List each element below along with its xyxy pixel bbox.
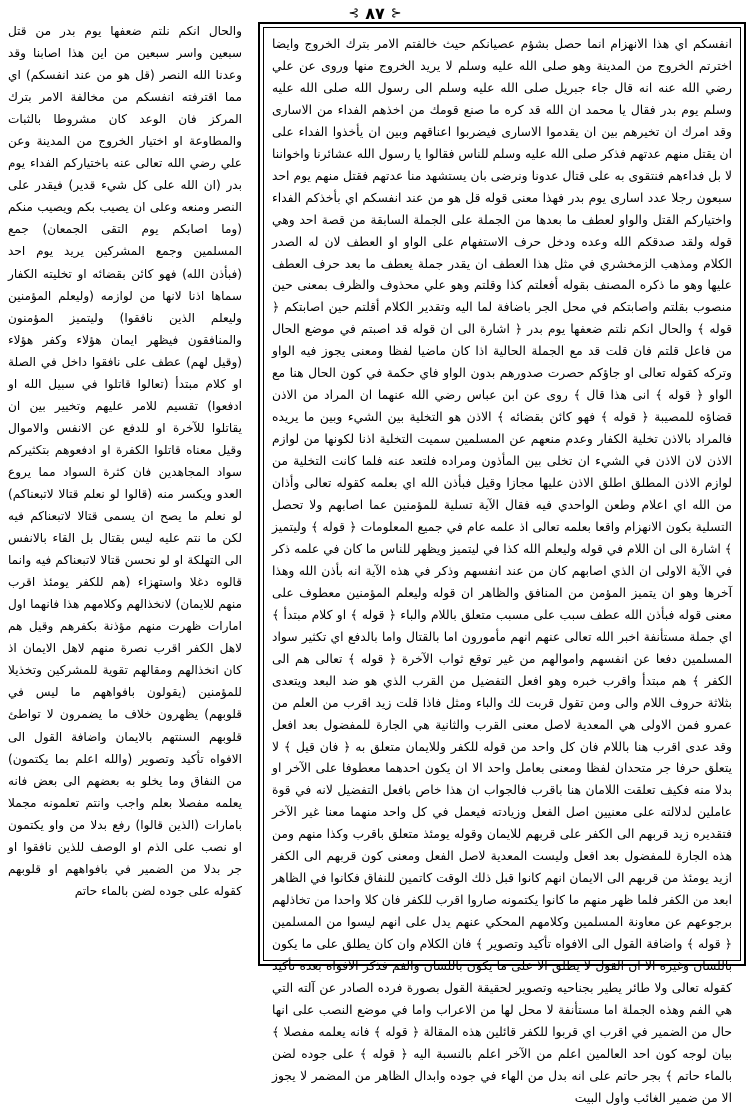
- main-text-inner-border: [263, 27, 741, 1105]
- main-text-frame: [258, 22, 746, 1105]
- side-paragraph: والحال انكم نلتم ضعفها يوم بدر من قتل سبعين واسر سبعين من اين هذا اصابنا وقد وعدنا الله النصر (قل هو من عند انفسكم) اي مما اقترفته انفسكم من مخالفة الامر بترك المركز فان الوعد كان مشروطا بالثبات والمطاوعة او اختيار الخروج من المدينة وعن علي رضي الله تعالى عنه باختياركم الفداء يوم بدر (ان الله على كل شيء قدير) فيقدر على النصر ومنعه وعلى ان يصيب بكم ويصيب منكم (وما اصابكم يوم التقى الجمعان) جمع المسلمين وجمع المشركين يريد يوم احد (فبأذن الله) فهو كائن بقضائه او تخليته الكفار سماها اذنا لانها من لوازمه (وليعلم المؤمنين وليعلم الذين نافقوا) وليتميز المؤمنون والمنافقون فيظهر ايمان هؤلاء وكفر هؤلاء (وقيل لهم) عطف على نافقوا داخل في الصلة او كلام مبتدأ (تعالوا قاتلوا في سبيل الله او ادفعوا) تقسيم للامر عليهم وتخيير بين ان يقاتلوا للآخرة او للدفع عن الانفس والاموال وقيل معناه قاتلوا الكفرة او ادفعوهم بتكثيركم سواد المجاهدين فان كثرة السواد مما يروع العدو ويكسر منه (قالوا لو نعلم قتالا لاتبعناكم) لو نعلم ما يصح ان يسمى قتالا لاتبعناكم فيه لكن ما نتم عليه ليس بقتال بل القاء بالانفس الى التهلكة او لو نحسن قتالا لاتبعناكم فيه وانما قالوه دغلا واستهزاء (هم للكفر يومئذ اقرب منهم للايمان) لانخذالهم وكلامهم هذا فانهما اول امارات ظهرت منهم مؤذنة بكفرهم وقيل هم لاهل الكفر اقرب نصرة منهم لاهل الايمان اذ كان انخذالهم ومقالهم تقوية للمشركين وتخذيلا للمؤمنين (يقولون بافواههم ما ليس في قلوبهم) يظهرون خلاف ما يضمرون لا تواطئ قلوبهم السنتهم بالايمان واضافة القول الى الافواه تأكيد وتصوير (والله اعلم بما يكتمون) من النفاق وما يخلو به بعضهم الى بعض فانه يعلمه مفصلا بعلم واجب وانتم تعلمونه مجملا بامارات (الذين قالوا) رفع بدلا من واو يكتمون او نصب على الذم او الوصف للذين نافقوا او جر بدلا من الضمير في بافواههم او قلوبهم كقوله على جوده لضن بالماء حاتم: [8, 24, 242, 898]
- right-ornament-icon: ⊱: [390, 5, 402, 21]
- main-paragraph: انفسكم اي هذا الانهزام انما حصل بشؤم عصيانكم حيث خالفتم الامر بترك الخروج وايضا اخترتم الخروج من المدينة وهو صلى الله عليه وسلم لا يريد الخروج منها وروى عن علي رضي الله عنه انه قال جاء جبريل صلى الله عليه وسلم الى رسول الله صلى الله عليه وسلم يوم بدر فقال يا محمد ان الله قد كره ما صنع قومك من اخذهم الفداء من الاسارى وقد امرك ان تخيرهم بين ان يقدموا الاسارى فيضربوا اعناقهم وبين ان يأخذوا الفداء على ان يقتل منهم عدتهم فذكر صلى الله عليه وسلم للناس فقالوا يا رسول الله عشائرنا واخواننا لا بل فداءهم فنتقوى به على قتال عدونا ونرضى بان يستشهد منا عدتهم فقتل منهم يوم احد سبعون رجلا عدد اسارى يوم بدر فهذا معنى قوله قل هو من عند انفسكم اي بأخذكم الفداء واختياركم القتل والواو لعطف ما بعدها من الجملة على الجملة السابقة من قصة احد وهي قوله ولقد صدقكم الله وعده ودخل حرف الاستفهام على الواو او العطف لان له الصدر الكلام ومذهب الزمخشري في مثل هذا العطف ان يقدر جملة يعطف ما بعد حرف العطف عليها وهو ما ذكره المصنف بقوله أفعلتم كذا وقلتم وهو علي محذوف والظرف بمعنى حين منصوب بقلتم واصابتكم في محل الجر باضافة لما اليه وتقدير الكلام أقلتم حين اصابتكم ﴿ قوله ﴾ والحال انكم نلتم ضعفها يوم بدر ﴿ اشارة الى ان قوله قد اصبتم في موضع الحال من فاعل قلتم فان قلت قد مع الجملة الحالية اذا كان ماضيا لفظا ومعنى يجوز فيه الواو وتركه كقوله تعالى او جاؤكم حصرت صدورهم بدون الواو فاي حكمة في كون الحال هنا مع الواو ﴿ قوله ﴾ انى هذا قال ﴾ روى عن ابن عباس رضي الله عنهما ان المراد من الاذن قضاؤه للمصيبة ﴿ قوله ﴾ فهو كائن بقضائه ﴾ الاذن هو التخلية بين الشيء وبين ما يريده فالمراد بالاذن تخلية الكفار وعدم منعهم عن المسلمين سميت التخلية اذنا لكونها من لوازم الاذن لان الاذن في الشيء ان تخلى بين المأذون ومراده فلتعد عنه فلما كانت التخلية من لوازم الاذن المطلق اطلق الاذن عليها مجازا وقيل فبأذن الله اي بعلمه كقوله تعالى وأذان من الله اي اعلام وطعن الواحدي فيه فقال الآية تسلية للمؤمنين عما اصابهم ولا تحصل التسلية بكون الانهزام واقعا بعلمه تعالى اذ علمه عام في جميع المعلومات ﴿ قوله ﴾ وليتميز ﴾ اشارة الى ان اللام في قوله وليعلم الله كذا في ليتميز ويظهر للناس ما كان في علمه ذكر في الآية الاولى ان الذي اصابهم كان من عند انفسهم وذكر في هذه الآية انه بأذن الله وهذا آخرها وهو ان يتميز المؤمن من المنافق والظاهر ان قوله وليعلم المؤمنين معطوف على معنى قوله فبأذن الله عطف سبب على مسبب متعلق باللام والباء ﴿ قوله ﴾ او كلام مبتدأ ﴾ اي جملة مستأنفة اخبر الله تعالى عنهم انهم مأمورون اما بالقتال واما بالدفع اي تكثير سواد المسلمين دفعا عن انفسهم واموالهم من غير توقع ثواب الآخرة ﴿ قوله ﴾ تعالى هم الى الكفر ﴾ هم مبتدأ واقرب خبره وهو افعل التفضيل من القرب الذي هو ضد البعد ويتعدى بثلاثة حروف اللام والى ومن تقول قربت لك والباء ومثل فاذا قلت زيد اقرب من العلم من عمرو فمن الاولى هي المعدية لاصل معنى القرب والثانية هي الجارة للمفضول بعد افعل وقد عدى اقرب هنا باللام فان كل واحد من قوله للكفر وللايمان متعلق به ﴿ فان قيل ﴾ لا يتعلق حرفا جر متحدان لفظا ومعنى بعامل واحد الا ان يكون احدهما معطوفا على الآخر او بدلا منه فكيف تعلقت اللامان هنا باقرب فالجواب ان هذا خاص بافعل التفضيل لانه في قوة عاملين لدلالته على معنيين اصل الفعل وزيادته فيعمل في كل واحد منهما معنا غير الآخر فتقديره زيد قربهم الى الكفر على قربهم للايمان وقوله يومئذ متعلق باقرب وكذا منهم ومن هذه الجارة للمفضول بعد افعل وليست المعدية لاصل الفعل ومعنى كون قربهم الى الكفر ازيد يومئذ من قربهم الى الايمان انهم كانوا قبل ذلك الوقت كاتمين للنفاق فكانوا في الظاهر ابعد من الكفر فلما ظهر منهم ما كانوا يكتمونه صاروا اقرب للكفر فان كلا واحدا من تخاذلهم برجوعهم عن معاونة المسلمين وكلامهم المحكي عنهم يدل على انهم ليسوا من المسلمين ﴿ قوله ﴾ واضافة القول الى الافواه تأكيد وتصوير ﴾ فان الكلام وان كان يطلق على ما يكون باللسان وغيره الا ان القول لا يطلق الا على ما يكون باللسان والفم فذكر الافواه بعده تأكيد كقوله تعالى ولا طائر يطير بجناحيه وتصوير لحقيقة القول بصورة فرده الصادر عن آلته التي هي الفم وهذه الجملة اما مستأنفة لا محل لها من الاعراب واما في موضع النصب على انها حال من الضمير في اقرب اي قربوا للكفر قائلين هذه المقالة ﴿ قوله ﴾ فانه يعلمه مفصلا ﴾ بيان لوجه كون احد العالمين اعلم من الآخر اعلم بالنسبة اليه ﴿ قوله ﴾ على جوده لضن بالماء حاتم ﴾ بجر حاتم على انه بدل من الهاء في جوده وابدال الظاهر من المضمر لا يجوز الا من ضمير الغائب واول البيت: [272, 37, 732, 1105]
- page-number: ٨٧: [365, 3, 385, 23]
- left-ornament-icon: ⊰: [348, 5, 360, 21]
- main-commentary: [272, 34, 732, 1105]
- side-column-text: [8, 20, 242, 965]
- page-number-ornament: [348, 4, 401, 23]
